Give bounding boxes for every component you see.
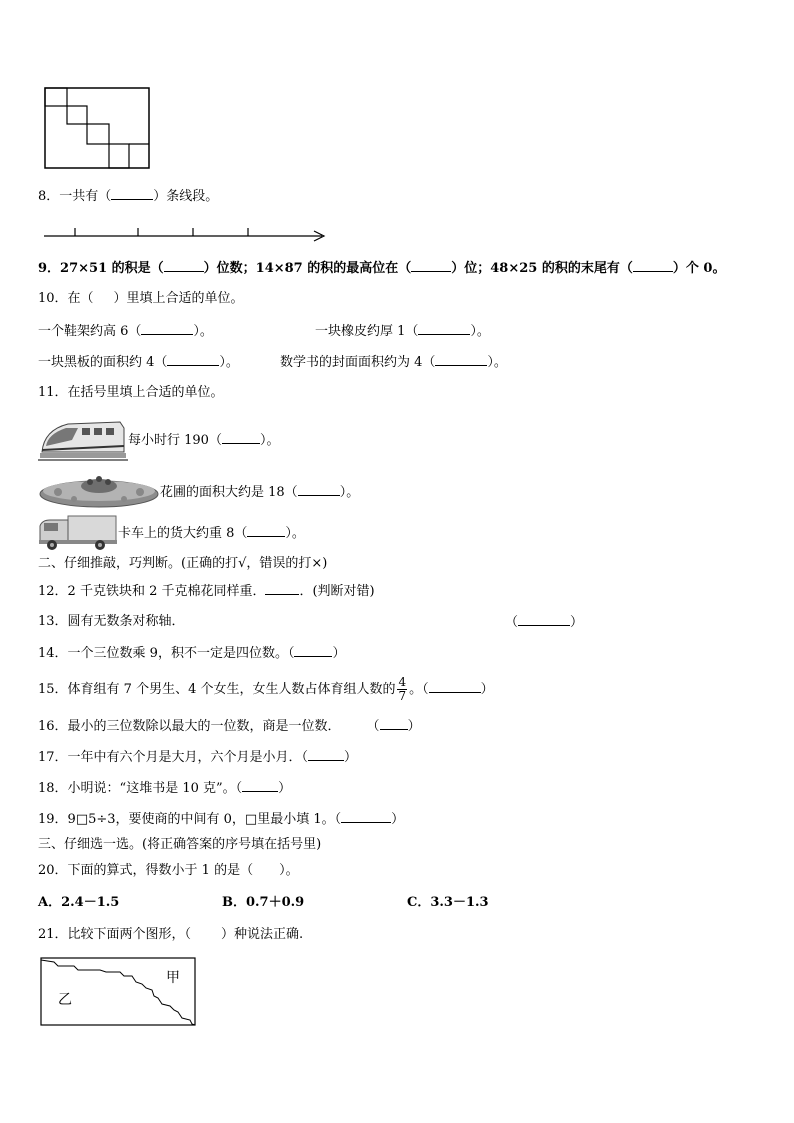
q11-train-text: 每小时行 190（ bbox=[128, 433, 222, 448]
q13-open: （ bbox=[505, 615, 519, 630]
q10-item-4-end: ）。 bbox=[487, 355, 507, 370]
q8-answer-blank[interactable] bbox=[111, 187, 153, 200]
q20-option-a[interactable]: A．2.4－1.5 bbox=[38, 895, 120, 910]
q11-garden bbox=[160, 483, 359, 502]
question-15 bbox=[38, 674, 494, 706]
q16-open: （ bbox=[366, 719, 380, 734]
q11-truck-text: 卡车上的货大约重 8（ bbox=[118, 526, 248, 541]
q10-item-1-text: 一个鞋架约高 6（ bbox=[38, 324, 142, 339]
q10-item-2-end: ）。 bbox=[470, 324, 490, 339]
q20-option-b[interactable]: B．0.7＋0.9 bbox=[222, 895, 305, 910]
label-yi: 乙 bbox=[58, 992, 72, 1008]
q20-option-c[interactable]: C．3.3－1.3 bbox=[407, 895, 489, 910]
two-shapes-figure bbox=[40, 956, 198, 1028]
q15-blank[interactable] bbox=[429, 680, 481, 693]
question-19 bbox=[38, 810, 404, 829]
q9-blank-3[interactable] bbox=[633, 259, 673, 272]
q10-item-4-text: 数学书的封面面积约为 4（ bbox=[280, 355, 436, 370]
question-10-title bbox=[38, 290, 244, 308]
q11-train-end: ）。 bbox=[259, 433, 280, 448]
q15-numerator: 4 bbox=[398, 675, 407, 689]
q11-truck bbox=[118, 524, 305, 543]
q10-title-b: ）里填上合适的单位。 bbox=[113, 291, 244, 306]
q11-truck-end: ）。 bbox=[285, 526, 305, 541]
q21-end: ）种说法正确. bbox=[221, 927, 304, 942]
q10-blank-2[interactable] bbox=[418, 322, 470, 335]
q10-item-2-text: 一块橡皮约厚 1（ bbox=[315, 324, 419, 339]
staircase-figure bbox=[44, 86, 152, 170]
truck-icon bbox=[38, 514, 118, 552]
q17-blank[interactable] bbox=[308, 748, 344, 761]
section-2-heading: 二、仔细推敲，巧判断。(正确的打√，错误的打×) bbox=[38, 556, 328, 571]
q10-title-a: 10．在（ bbox=[38, 291, 94, 306]
q8-text-before: 8．一共有（ bbox=[38, 189, 112, 204]
q20-text: 20．下面的算式，得数小于 1 的是（ bbox=[38, 863, 254, 878]
q10-item-3-text: 一块黑板的面积约 4（ bbox=[38, 355, 168, 370]
train-icon bbox=[38, 416, 128, 462]
q12-end: ．(判断对错) bbox=[299, 584, 375, 599]
q10-item-1 bbox=[38, 322, 213, 341]
q12-text: 12．2 千克铁块和 2 千克棉花同样重． bbox=[38, 584, 266, 599]
q11-blank-truck[interactable] bbox=[247, 524, 285, 537]
q9-part1: 9．27×51 的积是（ bbox=[38, 261, 164, 276]
q20-end: ）。 bbox=[279, 863, 299, 878]
q15-mid: 。（ bbox=[409, 682, 429, 697]
q9-part4: ）个 0。 bbox=[672, 261, 726, 276]
q9-part2: ）位数；14×87 的积的最高位在（ bbox=[203, 261, 412, 276]
q13-close: ） bbox=[570, 615, 584, 630]
q9-blank-2[interactable] bbox=[411, 259, 451, 272]
question-13 bbox=[38, 613, 185, 631]
question-8 bbox=[38, 187, 218, 206]
q16-close: ） bbox=[407, 719, 421, 734]
q18-blank[interactable] bbox=[242, 779, 278, 792]
q14-text: 14．一个三位数乘 9，积不一定是四位数。（ bbox=[38, 646, 295, 661]
q15-fraction bbox=[397, 676, 407, 703]
q10-item-3-end: ）。 bbox=[219, 355, 239, 370]
q14-blank[interactable] bbox=[294, 644, 332, 657]
q12-blank[interactable] bbox=[265, 582, 299, 595]
q18-end: ） bbox=[278, 781, 292, 796]
question-18 bbox=[38, 779, 291, 798]
q16-blank[interactable] bbox=[380, 717, 408, 730]
q21-text: 21．比较下面两个图形，（ bbox=[38, 927, 192, 942]
q17-text: 17．一年中有六个月是大月，六个月是小月．（ bbox=[38, 750, 309, 765]
q9-blank-1[interactable] bbox=[164, 259, 204, 272]
q10-blank-1[interactable] bbox=[141, 322, 193, 335]
q11-garden-text: 花圃的面积大约是 18（ bbox=[160, 485, 298, 500]
q9-part3: ）位；48×25 的积的末尾有（ bbox=[451, 261, 633, 276]
q10-item-4 bbox=[280, 353, 507, 372]
q14-end: ） bbox=[332, 646, 346, 661]
q11-blank-garden[interactable] bbox=[298, 483, 340, 496]
ray-with-points bbox=[40, 224, 330, 244]
q10-item-1-end: ）。 bbox=[193, 324, 213, 339]
q17-end: ） bbox=[344, 750, 358, 765]
q11-garden-end: ）。 bbox=[339, 485, 360, 500]
question-17 bbox=[38, 748, 357, 767]
question-21 bbox=[38, 926, 303, 944]
q19-blank[interactable] bbox=[341, 810, 391, 823]
q10-blank-3[interactable] bbox=[167, 353, 219, 366]
q16-text: 16．最小的三位数除以最大的一位数，商是一位数． bbox=[38, 719, 341, 734]
question-12 bbox=[38, 582, 375, 601]
question-9 bbox=[38, 259, 725, 278]
q11-blank-train[interactable] bbox=[222, 431, 260, 444]
q10-blank-4[interactable] bbox=[435, 353, 487, 366]
section-3-heading: 三、仔细选一选。(将正确答案的序号填在括号里) bbox=[38, 837, 322, 852]
q13-blank[interactable] bbox=[518, 613, 570, 626]
q19-end: ） bbox=[391, 812, 405, 827]
q10-item-3 bbox=[38, 353, 239, 372]
question-16 bbox=[38, 717, 421, 736]
question-11-title: 11．在括号里填上合适的单位。 bbox=[38, 385, 224, 400]
q19-text: 19．9□5÷3，要使商的中间有 0，□里最小填 1。（ bbox=[38, 812, 342, 827]
q11-train bbox=[128, 431, 279, 450]
q13-answer bbox=[505, 613, 583, 632]
q10-item-2 bbox=[315, 322, 490, 341]
q15-end: ） bbox=[480, 682, 494, 697]
flower-garden-icon bbox=[38, 472, 160, 510]
q18-text: 18．小明说：“这堆书是 10 克”。（ bbox=[38, 781, 243, 796]
q15-text: 15．体育组有 7 个男生、4 个女生，女生人数占体育组人数的 bbox=[38, 682, 396, 697]
question-14 bbox=[38, 644, 345, 663]
label-jia: 甲 bbox=[166, 970, 180, 986]
q13-text: 13．圆有无数条对称轴． bbox=[38, 614, 185, 629]
q15-denominator: 7 bbox=[398, 689, 407, 703]
q8-text-after: ）条线段。 bbox=[153, 189, 219, 204]
question-20 bbox=[38, 862, 299, 880]
